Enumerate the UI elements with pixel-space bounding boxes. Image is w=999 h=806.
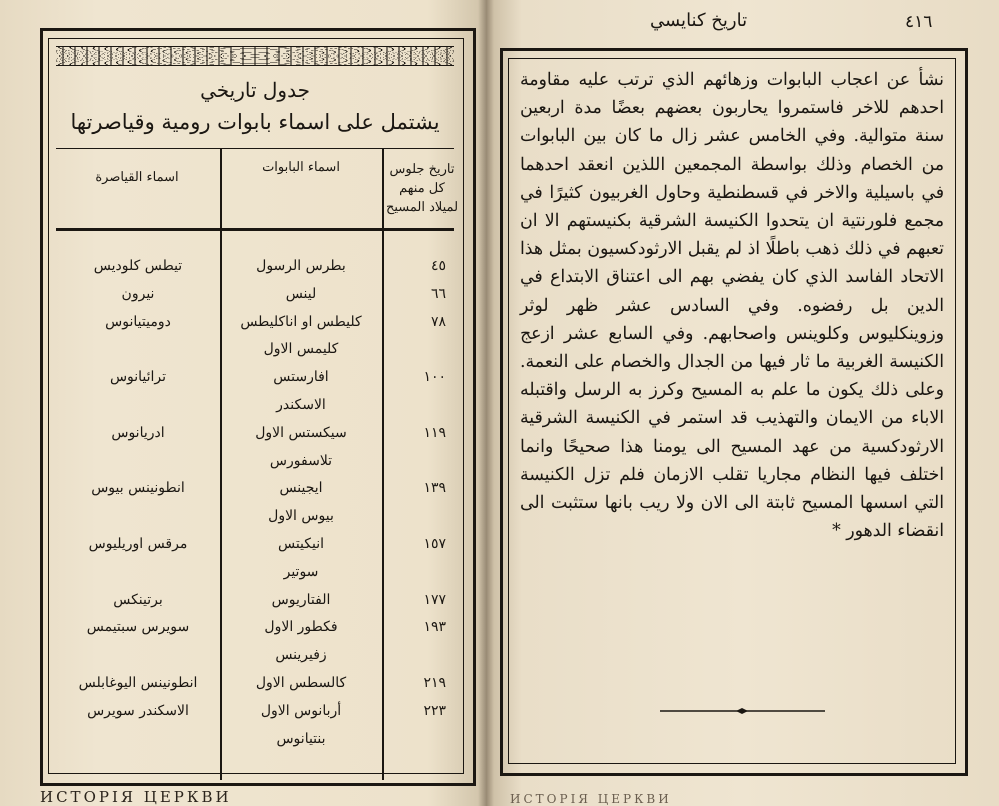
table-cell-emperor: ادريانوس [111, 424, 165, 441]
book-gutter [478, 0, 494, 806]
tail-ornament [660, 707, 825, 715]
table-cell-year: ١٧٧ [423, 591, 446, 608]
column-divider-left [220, 148, 222, 780]
table-cell-year: ٧٨ [430, 313, 446, 330]
left-footer-text: ИСТОРІЯ ЦЕРКВИ [40, 788, 232, 806]
table-cell-pope: فكطور الاول [264, 619, 338, 636]
col-head-years: تاريخ جلوس كل منهم لميلاد المسيح [385, 162, 459, 215]
table-cell-emperor: انطونينس اليوغابلس [78, 675, 198, 691]
table-cell-emperor: انطونينس بيوس [91, 480, 185, 497]
table-cell-emperor: الاسكندر سويرس [87, 702, 189, 719]
column-divider-right [382, 148, 384, 780]
header-top-rule [56, 148, 454, 149]
table-cell-emperor: تيطس كلوديس [93, 258, 183, 274]
table-cell-year: ٦٦ [430, 285, 446, 302]
paragraph-1: نشأ عن اعجاب البابوات وزهائهم الذي ترتب عليه مقاومة احدهم للاخر فاستمروا يحاربون بعضهم بعضًا مدة اربعين سنة متوالية. وفي الخامس عشر زال ما كان بين البابوات من الخصام وذلك بواسطة المجمعين اللذين انعقد احدهما في باسيلية والاخر في قسطنطية وحاول الغربيون كثيرًا في مجمع فلورنتية ان يتحدوا الكنيسة الشرقية بكنيستهم الا ان تعبهم في ذلك ذهب باطلًا اذ لم يقبل الارثودكسيون بمثل هذا الاتحاد الفاسد الذي كان يفضي بهم الى اعتناق الابتداع في الدين بل رفضوه. وفي السادس عشر ظهر لوثر وزوينكليوس وكلوينس واصحابهم. وفي السابع عشر ازعج الكنيسة الغربية ما ثار فيها من الجدال والخصام على النعمة. [520, 70, 944, 373]
table-cell-pope: لينس [285, 285, 317, 302]
table-cell-year: ٢١٩ [423, 675, 446, 691]
col-head-popes: اسماء البابوات [262, 160, 340, 175]
table-cell-year: ١٣٩ [423, 480, 446, 497]
col-head-emperors: اسماء القياصرة [95, 170, 179, 185]
table-cell-pope: بيوس الاول [268, 508, 334, 525]
table-cell-pope: بنتيانوس [276, 730, 326, 747]
table-cell-pope: سوتير [283, 563, 319, 580]
right-footer-text: ИСТОРІЯ ЦЕРКВИ [510, 792, 672, 806]
table-cell-pope: الاسكندر [276, 397, 326, 413]
running-head: تاريخ كنايسي [650, 10, 748, 31]
page-number: ٤١٦ [905, 12, 933, 32]
table-cell-pope: تلاسفورس [269, 452, 333, 469]
table-cell-emperor: دوميتيانوس [105, 313, 171, 330]
table-cell-pope: ايجينس [279, 480, 323, 497]
table-cell-year: ٤٥ [430, 258, 446, 274]
table-cell-pope: الفتاريوس [271, 591, 331, 608]
table-cell-pope: كالسطس الاول [255, 675, 347, 691]
body-text [520, 66, 944, 545]
table-cell-pope: كليمس الاول [263, 341, 339, 358]
table-cell-emperor: برتينكس [113, 591, 163, 608]
chain-ornament-border [56, 46, 454, 66]
table-cell-year: ١٥٧ [423, 536, 446, 552]
table-cell-pope: افارستس [273, 369, 329, 386]
table-cell-emperor: نيرون [121, 285, 155, 302]
table-cell-pope: بطرس الرسول [256, 258, 346, 274]
table-cell-emperor: مرقس اوريليوس [88, 536, 188, 552]
table-title: جدول تاريخي [200, 78, 310, 102]
header-bottom-rule [56, 228, 454, 231]
table-cell-pope: كليطس او اناكليطس [240, 313, 362, 330]
table-cell-emperor: سويرس سبتيمس [86, 619, 190, 636]
table-subtitle: يشتمل على اسماء بابوات رومية وقياصرتها [70, 110, 440, 134]
table-cell-year: ١٠٠ [423, 369, 446, 386]
table-cell-pope: انيكيتس [277, 536, 325, 552]
table-cell-emperor: ترائيانوس [109, 369, 167, 386]
table-cell-pope: سيكستس الاول [255, 424, 347, 441]
table-cell-year: ١١٩ [423, 424, 446, 441]
table-cell-pope: أربانوس الاول [260, 702, 342, 719]
table-cell-year: ٢٢٣ [423, 702, 446, 719]
paragraph-2: وعلى ذلك يكون ما علم به المسيح وكرز به الرسل واقتبله الاباء من الايمان والتهذيب قد استمر في الكنيسة الشرقية الارثودكسية من عهد المسيح الى يومنا هذا صحيحًا وانما اختلف فيها النظام مجاريا تقلب الازمان فلم تزل الكنيسة التي اسسها المسيح ثابتة الى الان ولا ريب بانها ستثبت الى انقضاء الدهور * [520, 380, 944, 542]
table-cell-year: ١٩٣ [423, 619, 446, 636]
table-cell-pope: زفيرينس [275, 647, 327, 664]
